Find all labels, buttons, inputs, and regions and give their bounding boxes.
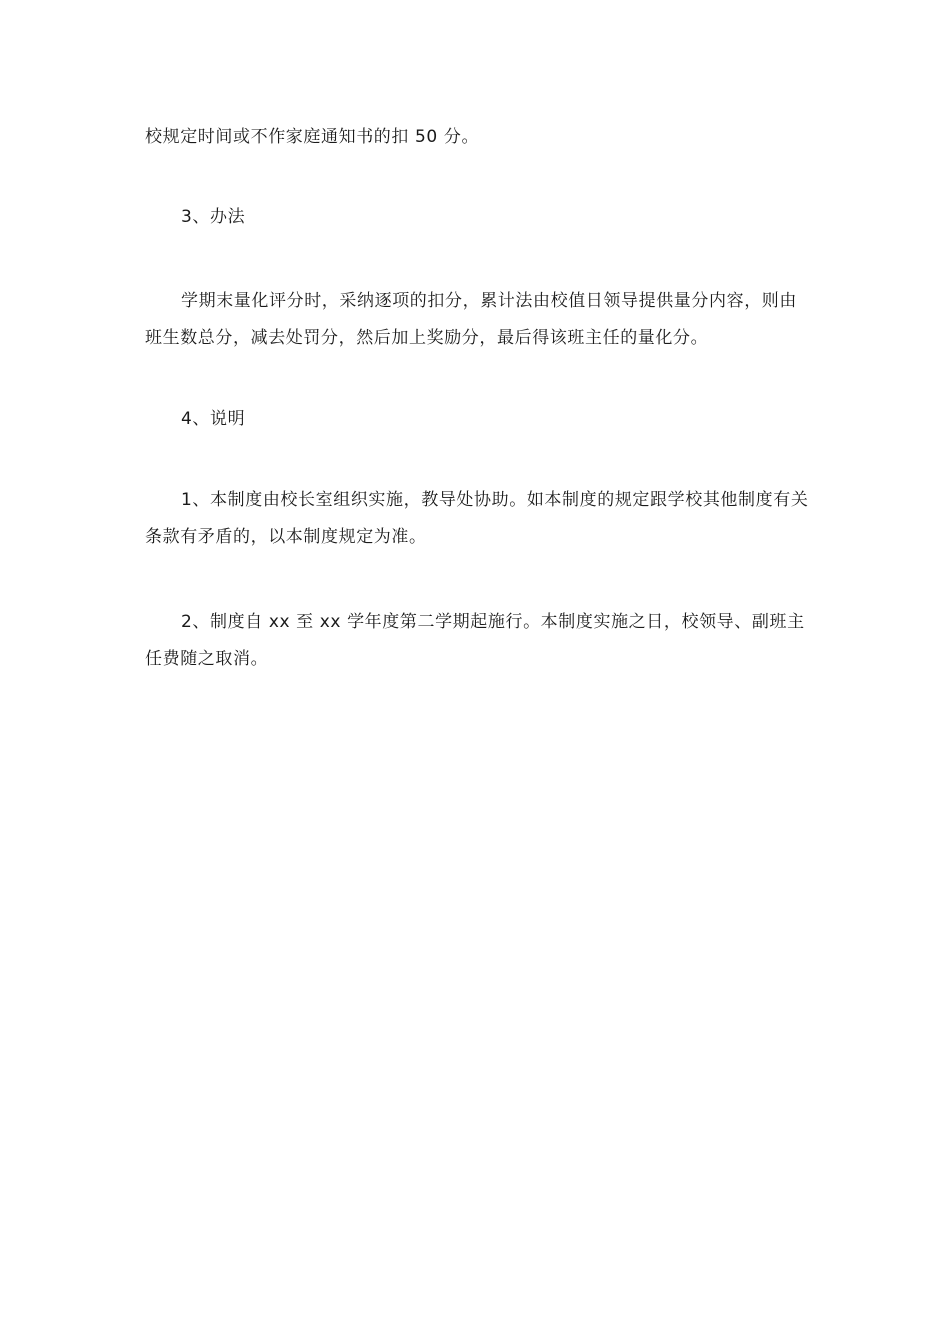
paragraph-note-1: 1、本制度由校长室组织实施，教导处协助。如本制度的规定跟学校其他制度有关条款有矛盾的，以本制度规定为准。 [145,490,809,547]
paragraph-deduction-rule: 校规定时间或不作家庭通知书的扣 50 分。 [145,127,480,147]
section-heading-notes: 4、说明 [181,409,246,429]
paragraph-note-2: 2、制度自 xx 至 xx 学年度第二学期起施行。本制度实施之日，校领导、副班主任费随之取消。 [145,612,805,669]
section-heading-method: 3、办法 [181,207,246,227]
paragraph-scoring-method: 学期末量化评分时，采纳逐项的扣分，累计法由校值日领导提供量分内容，则由班生数总分，减去处罚分，然后加上奖励分，最后得该班主任的量化分。 [145,291,797,348]
